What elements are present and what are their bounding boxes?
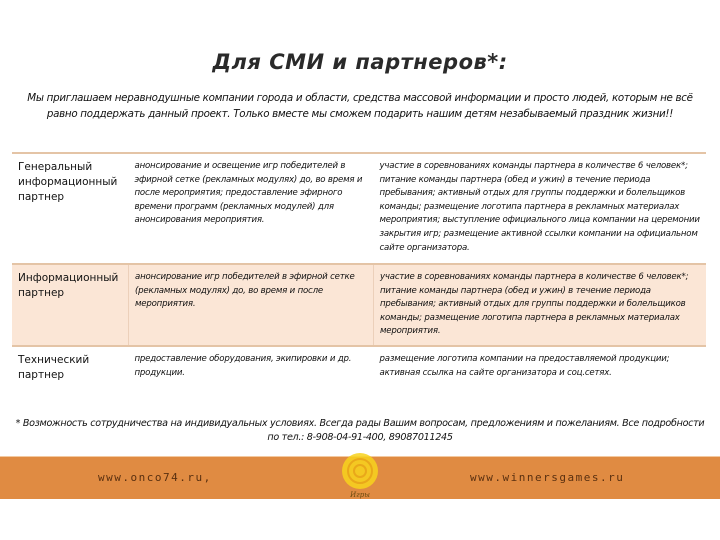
- table-row: [12, 346, 706, 393]
- role-cell: Информационный партнер: [12, 264, 129, 346]
- role-cell: Генеральный информационный партнер: [18, 161, 118, 203]
- footer-band: [0, 456, 720, 499]
- svg-text:Игры: Игры: [350, 491, 370, 499]
- sun-logo-icon: [338, 449, 382, 501]
- intro-text: Мы приглашаем неравнодушные компании города и области, средства массовой информации и просто людей, которым не всё равно поддержать данный проект. Только вместе мы сможем подарить нашим детям незабываемый праздник жизни!!: [27, 92, 693, 120]
- provides-cell: анонсирование игр победителей в эфирной сетке (рекламных модулях) до, во время и после мероприятия.: [129, 264, 374, 346]
- site-link-onco74[interactable]: www.onco74.ru,: [98, 471, 212, 484]
- receives-cell: размещение логотипа компании на предоставляемой продукции; активная ссылка на сайте организатора и соц.сетях.: [379, 353, 670, 378]
- receives-cell: участие в соревнованиях команды партнера в количестве 6 человек*; питание команды партнера (обед и ужин) в течение периода пребывания; активный отдых для группы поддержки и болельщиков команды; размещение логотипа партнера в рекламных материалах мероприятия.: [380, 272, 689, 337]
- site-link-winnersgames[interactable]: www.winnersgames.ru: [470, 471, 625, 484]
- footnote: * Возможность сотрудничества на индивидуальных условиях. Всегда рады Вашим вопросам, предложениям и пожеланиям. Все подробности по тел.: 8-908-04-91-400, 89087011245: [15, 418, 705, 443]
- table-row: [12, 264, 706, 346]
- table-row: [12, 153, 706, 264]
- provides-cell: предоставление оборудования, экипировки и др. продукции.: [134, 353, 352, 378]
- provides-cell: анонсирование и освещение игр победителей в эфирной сетке (рекламных модулях) до, во время и после мероприятия; предоставление эфирного времени программ (рекламных модулей) для анонсирования мероприятия.: [134, 161, 363, 226]
- receives-cell: участие в соревнованиях команды партнера в количестве 6 человек*; питание команды партнера (обед и ужин) в течение периода пребывания; активный отдых для группы поддержки и болельщиков команды; размещение логотипа партнера в рекламных материалах мероприятия; выступление официального лица компании на церемонии закрытия игр; размещение активной ссылки компании на официальном сайте организатора.: [379, 161, 700, 253]
- role-cell: Технический партнер: [18, 353, 90, 381]
- page-title: Для СМИ и партнеров*:: [212, 50, 508, 74]
- partners-table: [12, 152, 706, 393]
